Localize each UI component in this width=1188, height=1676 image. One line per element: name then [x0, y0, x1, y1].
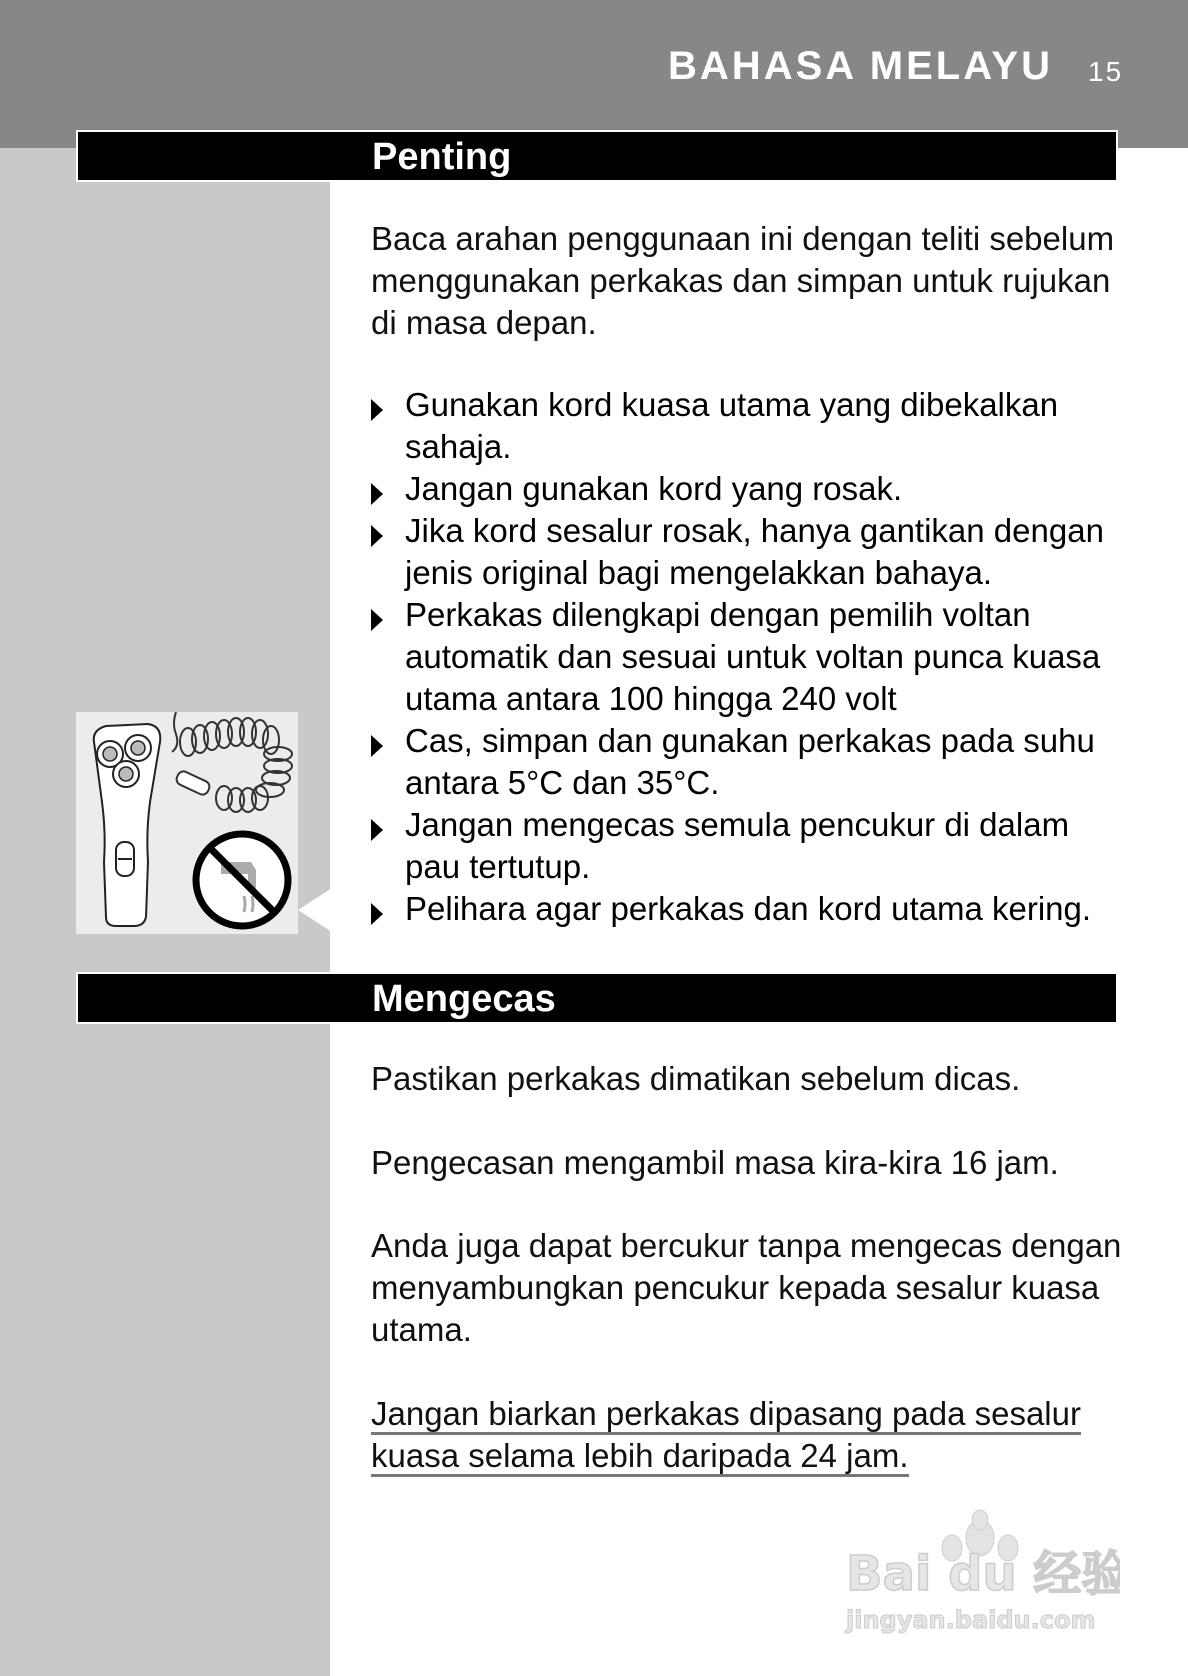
section-title-penting: Penting	[372, 136, 512, 178]
bullet-arrow-icon	[371, 819, 383, 841]
list-item: Gunakan kord kuasa utama yang dibekalkan sahaja.	[371, 384, 1131, 468]
section-header-mengecas	[76, 972, 1118, 1024]
watermark-brand: Bai du 经验	[846, 1546, 1120, 1602]
shaver-no-water-illustration	[76, 712, 298, 934]
penting-intro-text: Baca arahan penggunaan ini dengan teliti sebelum menggunakan perkakas dan simpan untuk rujukan di masa depan.	[371, 220, 1115, 341]
mengecas-para-2: Pengecasan mengambil masa kira-kira 16 jam.	[371, 1144, 1059, 1181]
shaver-no-water-icon	[76, 712, 298, 934]
page-number: 15	[1088, 56, 1124, 87]
bullet-arrow-icon	[371, 483, 383, 505]
list-item: Cas, simpan dan gunakan perkakas pada suhu antara 5°C dan 35°C.	[371, 720, 1131, 804]
bullet-arrow-icon	[371, 735, 383, 757]
baidu-watermark	[840, 1498, 1120, 1638]
penting-bullet-list	[371, 384, 1131, 930]
bullet-arrow-icon	[371, 525, 383, 547]
bullet-arrow-icon	[371, 609, 383, 631]
mengecas-warning	[371, 1393, 1131, 1477]
watermark-url: jingyan.baidu.com	[846, 1606, 1096, 1634]
language-title: BAHASA MELAYU	[668, 44, 1053, 88]
bullet-arrow-icon	[371, 399, 383, 421]
list-item: Perkakas dilengkapi dengan pemilih voltan automatik dan sesuai untuk voltan punca kuasa utama antara 100 hingga 240 volt	[371, 594, 1131, 720]
section-header-penting	[76, 130, 1118, 182]
illustration-pointer	[298, 888, 332, 932]
section-title-mengecas: Mengecas	[372, 978, 556, 1020]
list-item: Jika kord sesalur rosak, hanya gantikan dengan jenis original bagi mengelakkan bahaya.	[371, 510, 1131, 594]
bullet-arrow-icon	[371, 903, 383, 925]
paw-logo-icon	[840, 1498, 1120, 1638]
mengecas-para-1: Pastikan perkakas dimatikan sebelum dicas.	[371, 1060, 1021, 1097]
list-item: Jangan mengecas semula pencukur di dalam pau tertutup.	[371, 804, 1131, 888]
list-item: Jangan gunakan kord yang rosak.	[371, 468, 1131, 510]
warning-text: Jangan biarkan perkakas dipasang pada sesalur kuasa selama lebih daripada 24 jam.	[371, 1395, 1081, 1477]
mengecas-para-3: Anda juga dapat bercukur tanpa mengecas dengan menyambungkan pencukur kepada sesalur kuasa utama.	[371, 1227, 1122, 1348]
list-item: Pelihara agar perkakas dan kord utama kering.	[371, 888, 1131, 930]
